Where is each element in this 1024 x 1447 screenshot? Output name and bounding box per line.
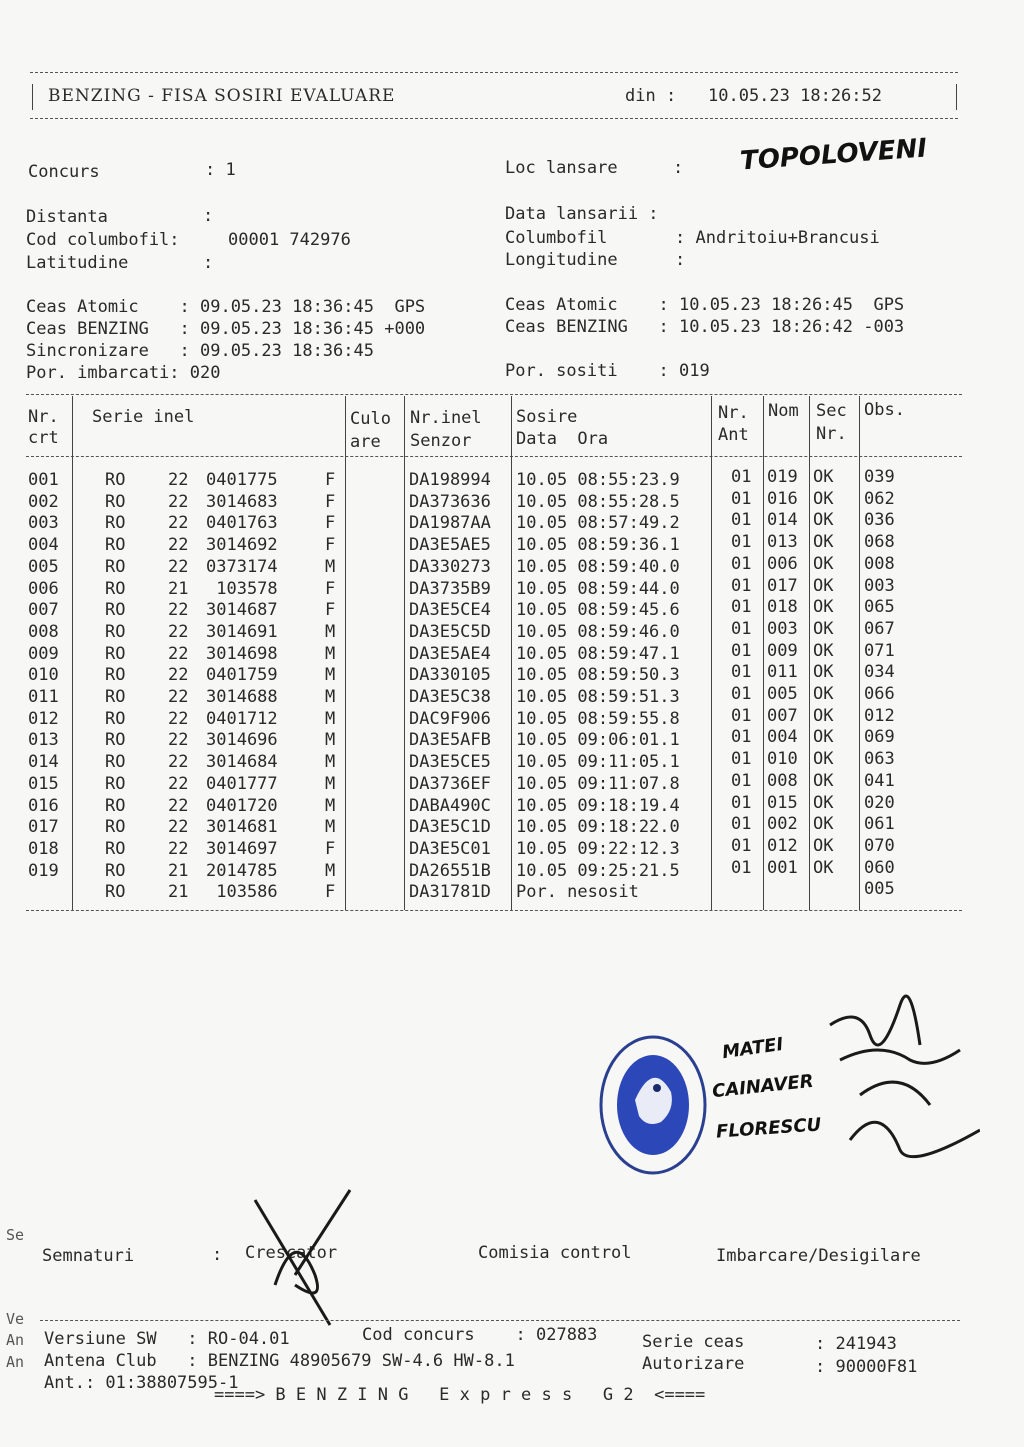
row-ring-number: 3014691 [206, 621, 278, 642]
row-country: RO [105, 600, 126, 621]
row-country: RO [105, 535, 126, 556]
row-antenna: 01 [731, 749, 752, 770]
semnaturi-sep: : [212, 1245, 223, 1265]
row-obs: 041 [864, 770, 895, 791]
ceas-benzing-start: Ceas BENZING : 09.05.23 18:36:45 +000 [26, 319, 426, 339]
row-crt: 005 [28, 556, 59, 577]
row-crt: 019 [28, 860, 59, 881]
row-antenna: 01 [731, 618, 752, 639]
row-sec: OK [813, 835, 834, 856]
row-obs: 066 [864, 684, 895, 704]
handwritten-name: CAINAVER [711, 1070, 815, 1103]
row-sex: M [325, 730, 336, 751]
sincronizare: Sincronizare : 09.05.23 18:36:45 [26, 341, 374, 361]
row-year: 22 [168, 643, 189, 664]
table-bottom-rule [26, 910, 962, 911]
row-country: RO [105, 687, 126, 707]
row-nom: 004 [767, 727, 798, 748]
handwritten-name: FLORESCU [715, 1114, 822, 1143]
th-culo: Culo [350, 409, 391, 429]
th-sosire: Sosire [516, 407, 578, 427]
col-divider-sec [859, 396, 860, 910]
row-nom: 007 [767, 705, 798, 726]
margin-text: An [6, 1331, 25, 1349]
row-sensor: DA3E5AE5 [409, 535, 491, 556]
row-ring-number: 0373174 [206, 556, 278, 577]
row-antenna: 01 [731, 705, 752, 726]
row-year: 22 [168, 665, 189, 686]
columbofil-value: : Andritoiu+Brancusi [675, 228, 880, 248]
row-nom: 018 [767, 597, 798, 618]
ceas-atomic-end: Ceas Atomic : 10.05.23 18:26:45 GPS [505, 295, 905, 315]
row-nom: 002 [767, 814, 798, 835]
row-arrival: 10.05 08:55:23.9 [516, 470, 680, 490]
row-crt: 010 [28, 665, 59, 686]
row-nom: 011 [767, 662, 798, 683]
row-sex: M [325, 665, 336, 686]
row-antenna: 01 [731, 814, 752, 835]
concurs-label: Concurs [28, 162, 100, 182]
row-year: 22 [168, 838, 189, 859]
row-country: RO [105, 730, 126, 751]
table-header-rule [26, 456, 962, 457]
th-nr-ant: Nr. [718, 403, 749, 423]
row-obs: 068 [864, 532, 895, 553]
row-sec: OK [813, 510, 834, 531]
row-obs: 020 [864, 792, 895, 813]
autorizare-value: : 90000F81 [815, 1357, 918, 1377]
row-sec: OK [813, 575, 834, 596]
row-obs: 061 [864, 814, 895, 835]
row-ring-number: 0401777 [206, 773, 278, 794]
th-crt: crt [28, 428, 59, 448]
row-year: 22 [168, 687, 189, 707]
row-year: 22 [168, 491, 189, 512]
row-nom: 014 [767, 510, 798, 531]
row-year: 22 [168, 795, 189, 816]
row-sensor: DA26551B [409, 860, 491, 881]
row-ring-number: 3014687 [206, 600, 278, 621]
row-arrival: 10.05 08:59:45.6 [516, 600, 680, 621]
row-ring-number: 0401720 [206, 795, 278, 816]
row-nom: 003 [767, 618, 798, 639]
header-right-edge [956, 84, 957, 110]
antena-club: Antena Club : BENZING 48905679 SW-4.6 HW-8.1 [44, 1351, 515, 1371]
row-ring-number: 0401775 [206, 470, 278, 490]
club-stamp-icon [595, 1030, 715, 1180]
row-ring-number: 0401759 [206, 665, 278, 686]
row-antenna: 01 [731, 640, 752, 661]
row-sex: M [325, 708, 336, 729]
row-nom: 016 [767, 488, 798, 509]
row-sensor: DABA490C [409, 795, 491, 816]
row-sensor: DA330273 [409, 556, 491, 577]
row-sex: M [325, 795, 336, 816]
row-obs: 065 [864, 597, 895, 618]
row-country: RO [105, 491, 126, 512]
row-arrival: 10.05 08:55:28.5 [516, 491, 680, 512]
row-ring-number: 3014684 [206, 752, 278, 773]
row-crt: 009 [28, 643, 59, 664]
margin-text: Ve [6, 1310, 25, 1328]
row-nom: 001 [767, 857, 798, 878]
row-antenna: 01 [731, 532, 752, 553]
th-data-ora: Data Ora [516, 429, 609, 449]
row-arrival: 10.05 09:18:22.0 [516, 817, 680, 838]
row-crt: 014 [28, 752, 59, 773]
ceas-benzing-end: Ceas BENZING : 10.05.23 18:26:42 -003 [505, 317, 905, 337]
row-obs: 034 [864, 662, 895, 683]
row-year: 21 [168, 578, 189, 599]
row-ring-number: 3014696 [206, 730, 278, 751]
row-country: RO [105, 470, 126, 490]
row-ring-number: 3014697 [206, 838, 278, 859]
row-country: RO [105, 817, 126, 838]
row-sec: OK [813, 597, 834, 618]
row-obs: 067 [864, 618, 895, 639]
row-sensor: DA3E5C1D [409, 817, 491, 838]
row-antenna: 01 [731, 770, 752, 791]
th-obs: Obs. [864, 400, 905, 420]
row-antenna: 01 [731, 488, 752, 509]
row-obs: 070 [864, 835, 895, 856]
row-sensor: DA3E5C38 [409, 687, 491, 707]
row-crt: 011 [28, 687, 59, 707]
row-antenna: 01 [731, 727, 752, 748]
row-crt: 017 [28, 817, 59, 838]
row-sex: M [325, 860, 336, 881]
row-arrival: 10.05 08:59:50.3 [516, 665, 680, 686]
row-obs: 063 [864, 749, 895, 770]
longitudine-value: : [675, 250, 686, 270]
row-sensor: DA3E5AFB [409, 730, 491, 751]
row-arrival: 10.05 08:59:55.8 [516, 708, 680, 729]
row-sex: M [325, 556, 336, 577]
row-year: 21 [168, 882, 189, 903]
row-antenna: 01 [731, 553, 752, 574]
row-country: RO [105, 860, 126, 881]
th-ant: Ant [718, 425, 749, 445]
row-sex: M [325, 817, 336, 838]
row-sensor: DA3E5C5D [409, 621, 491, 642]
porumbei-sositi: Por. sositi : 019 [505, 361, 710, 381]
row-antenna: 01 [731, 857, 752, 878]
row-nom: 006 [767, 553, 798, 574]
row-nom: 012 [767, 835, 798, 856]
row-nom: 015 [767, 792, 798, 813]
row-sensor: DA3E5C01 [409, 838, 491, 859]
row-crt: 004 [28, 535, 59, 556]
row-arrival: 10.05 08:59:44.0 [516, 578, 680, 599]
row-arrival: 10.05 08:59:51.3 [516, 687, 680, 707]
row-sensor: DAC9F906 [409, 708, 491, 729]
versiune-sw: Versiune SW : RO-04.01 [44, 1329, 290, 1349]
row-sex: F [325, 578, 336, 599]
latitudine-value: : [203, 253, 214, 273]
row-ring-number: 3014683 [206, 491, 278, 512]
row-sex: F [325, 882, 336, 903]
col-divider-ant [763, 396, 764, 910]
col-divider-sosire [711, 396, 712, 910]
row-year: 22 [168, 556, 189, 577]
row-ring-number: 0401763 [206, 513, 278, 534]
row-sec: OK [813, 705, 834, 726]
row-antenna: 01 [731, 575, 752, 596]
row-year: 22 [168, 730, 189, 751]
header-top-border [30, 72, 958, 73]
margin-text: Se [6, 1226, 25, 1244]
row-obs: 008 [864, 553, 895, 574]
cod-columbofil-label: Cod columbofil: [26, 230, 180, 250]
cod-columbofil-value: 00001 742976 [228, 230, 351, 250]
loc-lansare-sep: : [673, 158, 684, 178]
row-year: 22 [168, 817, 189, 838]
th-nr: Nr. [28, 407, 59, 427]
comisia-control-label: Comisia control [478, 1243, 632, 1263]
cod-concurs: Cod concurs : 027883 [362, 1325, 598, 1345]
row-antenna: 01 [731, 510, 752, 531]
row-arrival: 10.05 09:18:19.4 [516, 795, 680, 816]
th-nom: Nom [768, 401, 799, 421]
loc-lansare-label: Loc lansare [505, 158, 618, 178]
signature-icon [820, 965, 980, 1165]
row-arrival: 10.05 08:59:36.1 [516, 535, 680, 556]
row-arrival: 10.05 08:59:40.0 [516, 556, 680, 577]
header-bottom-border [30, 118, 958, 119]
row-sec: OK [813, 640, 834, 661]
row-sex: F [325, 470, 336, 490]
row-ring-number: 3014692 [206, 535, 278, 556]
row-crt: 002 [28, 491, 59, 512]
row-sec: OK [813, 488, 834, 509]
header-left-edge [32, 84, 33, 110]
row-sensor: DA373636 [409, 491, 491, 512]
margin-text: An [6, 1353, 25, 1371]
row-sex: M [325, 752, 336, 773]
row-ring-number: 103586 [206, 882, 278, 903]
row-crt: 003 [28, 513, 59, 534]
row-crt: 015 [28, 773, 59, 794]
row-country: RO [105, 621, 126, 642]
row-sec: OK [813, 727, 834, 748]
table-top-rule [26, 394, 962, 395]
row-obs: 039 [864, 467, 895, 487]
row-arrival: 10.05 09:22:12.3 [516, 838, 680, 859]
row-sensor: DA330105 [409, 665, 491, 686]
report-title: BENZING - FISA SOSIRI EVALUARE [48, 86, 396, 106]
row-ring-number: 0401712 [206, 708, 278, 729]
row-arrival: 10.05 08:59:46.0 [516, 621, 680, 642]
row-arrival: 10.05 08:57:49.2 [516, 513, 680, 534]
row-sec: OK [813, 857, 834, 878]
row-year: 21 [168, 860, 189, 881]
columbofil-label: Columbofil [505, 228, 608, 248]
header-din-label: din : [625, 86, 677, 106]
row-antenna: 01 [731, 662, 752, 683]
row-crt: 012 [28, 708, 59, 729]
row-antenna: 01 [731, 684, 752, 704]
row-sec: OK [813, 662, 834, 683]
row-year: 22 [168, 513, 189, 534]
row-country: RO [105, 752, 126, 773]
col-divider-serie [345, 396, 346, 910]
row-nom: 009 [767, 640, 798, 661]
row-country: RO [105, 643, 126, 664]
porumbei-imbarcati: Por. imbarcati: 020 [26, 363, 221, 383]
row-sensor: DA3735B9 [409, 578, 491, 599]
row-country: RO [105, 578, 126, 599]
row-crt: 018 [28, 838, 59, 859]
row-arrival: 10.05 09:06:01.1 [516, 730, 680, 751]
row-sec: OK [813, 770, 834, 791]
row-arrival: Por. nesosit [516, 882, 639, 903]
distanta-label: Distanta [26, 207, 108, 227]
row-sec: OK [813, 684, 834, 704]
longitudine-label: Longitudine [505, 250, 618, 270]
header-datetime: 10.05.23 18:26:52 [708, 86, 882, 106]
row-sec: OK [813, 814, 834, 835]
row-obs: 069 [864, 727, 895, 748]
row-country: RO [105, 708, 126, 729]
row-sex: M [325, 687, 336, 707]
row-sec: OK [813, 532, 834, 553]
semnaturi-label: Semnaturi [42, 1246, 135, 1266]
data-lansarii-label: Data lansarii : [505, 204, 659, 224]
row-nom: 019 [767, 467, 798, 487]
row-country: RO [105, 773, 126, 794]
row-obs: 062 [864, 488, 895, 509]
row-country: RO [105, 513, 126, 534]
row-sex: F [325, 600, 336, 621]
row-country: RO [105, 795, 126, 816]
row-nom: 013 [767, 532, 798, 553]
ant-id: Ant.: 01:38807595-1 [44, 1373, 239, 1393]
row-arrival: 10.05 08:59:47.1 [516, 643, 680, 664]
th-are: are [350, 432, 381, 452]
row-antenna: 01 [731, 835, 752, 856]
ceas-atomic-start: Ceas Atomic : 09.05.23 18:36:45 GPS [26, 297, 426, 317]
row-ring-number: 3014698 [206, 643, 278, 664]
row-sensor: DA3E5CE4 [409, 600, 491, 621]
row-antenna: 01 [731, 597, 752, 618]
row-obs: 036 [864, 510, 895, 531]
row-crt: 001 [28, 470, 59, 490]
row-obs: 060 [864, 857, 895, 878]
row-sec: OK [813, 467, 834, 487]
th-sec-nr: Nr. [816, 424, 847, 444]
row-year: 22 [168, 621, 189, 642]
serie-ceas-value: : 241943 [815, 1334, 897, 1354]
row-sensor: DA3E5CE5 [409, 752, 491, 773]
row-crt: 016 [28, 795, 59, 816]
row-country: RO [105, 838, 126, 859]
row-crt: 013 [28, 730, 59, 751]
th-serie-inel: Serie inel [92, 407, 195, 427]
row-nom: 010 [767, 749, 798, 770]
row-sex: F [325, 535, 336, 556]
row-crt: 006 [28, 578, 59, 599]
row-country: RO [105, 665, 126, 686]
row-year: 22 [168, 535, 189, 556]
th-sec: Sec [816, 401, 847, 421]
row-sex: F [325, 838, 336, 859]
row-crt: 008 [28, 621, 59, 642]
row-sex: M [325, 643, 336, 664]
row-ring-number: 3014681 [206, 817, 278, 838]
row-year: 22 [168, 600, 189, 621]
row-antenna: 01 [731, 792, 752, 813]
row-sensor: DA1987AA [409, 513, 491, 534]
distanta-value: : [203, 206, 214, 226]
row-sensor: DA3E5AE4 [409, 643, 491, 664]
col-divider-nom [809, 396, 810, 910]
col-divider-crt [72, 396, 73, 910]
row-sex: F [325, 491, 336, 512]
th-nr-inel: Nr.inel [410, 408, 482, 428]
row-obs: 012 [864, 705, 895, 726]
row-sec: OK [813, 618, 834, 639]
row-arrival: 10.05 09:25:21.5 [516, 860, 680, 881]
latitudine-label: Latitudine [26, 253, 129, 273]
row-antenna: 01 [731, 467, 752, 487]
serie-ceas-label: Serie ceas [642, 1332, 745, 1352]
row-arrival: 10.05 09:11:07.8 [516, 773, 680, 794]
handwritten-name: MATEI [720, 1033, 785, 1064]
loc-lansare-handwritten: TOPOLOVENI [739, 133, 928, 177]
col-divider-culoare [404, 396, 405, 910]
row-sec: OK [813, 553, 834, 574]
row-ring-number: 2014785 [206, 860, 278, 881]
row-sex: M [325, 621, 336, 642]
row-ring-number: 3014688 [206, 687, 278, 707]
th-senzor: Senzor [410, 431, 472, 451]
row-sensor: DA198994 [409, 470, 491, 490]
row-sec: OK [813, 749, 834, 770]
crescator-signature-icon [245, 1185, 365, 1335]
row-sex: F [325, 513, 336, 534]
row-year: 22 [168, 773, 189, 794]
row-nom: 005 [767, 684, 798, 704]
row-country: RO [105, 882, 126, 903]
row-arrival: 10.05 09:11:05.1 [516, 752, 680, 773]
row-year: 22 [168, 752, 189, 773]
row-obs: 071 [864, 640, 895, 661]
row-year: 22 [168, 708, 189, 729]
concurs-value: : 1 [205, 160, 236, 180]
row-nom: 017 [767, 575, 798, 596]
col-divider-senzor [511, 396, 512, 910]
row-sex: M [325, 773, 336, 794]
row-ring-number: 103578 [206, 578, 278, 599]
footer-rule [40, 1320, 960, 1321]
row-obs: 005 [864, 879, 895, 900]
crescator-label: Crescator [245, 1243, 338, 1263]
row-obs: 003 [864, 575, 895, 596]
row-country: RO [105, 556, 126, 577]
imbarcare-desigilare-label: Imbarcare/Desigilare [716, 1246, 921, 1266]
benzing-brand-line: ====> B E N Z I N G E x p r e s s G 2 <==== [214, 1385, 706, 1405]
row-sensor: DA3736EF [409, 773, 491, 794]
autorizare-label: Autorizare [642, 1354, 745, 1374]
row-nom: 008 [767, 770, 798, 791]
row-sensor: DA31781D [409, 882, 491, 903]
row-year: 22 [168, 470, 189, 490]
row-crt: 007 [28, 600, 59, 621]
row-sec: OK [813, 792, 834, 813]
